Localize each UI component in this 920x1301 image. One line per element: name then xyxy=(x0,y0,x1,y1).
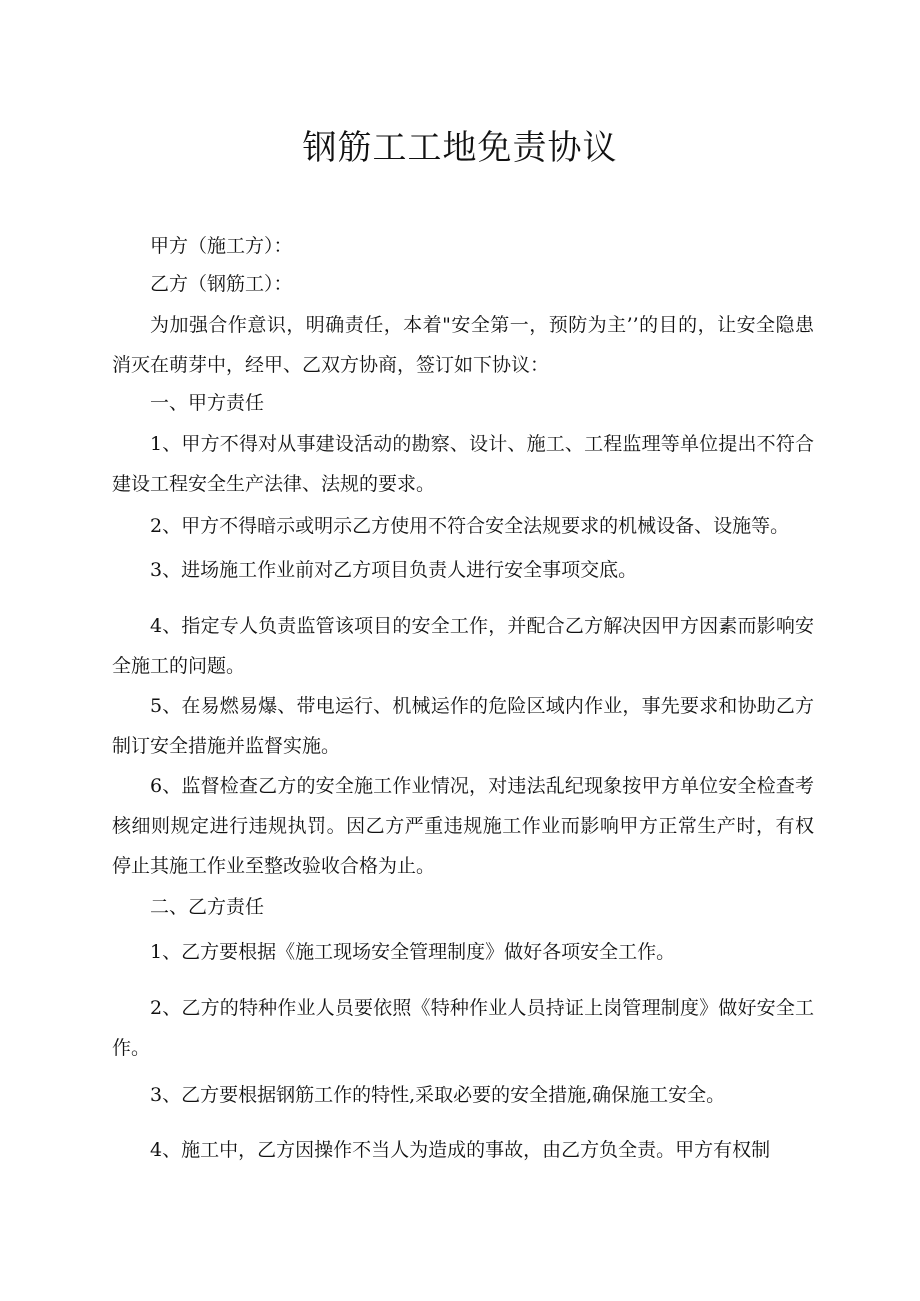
section-2-item-1: 1、乙方要根据《施工现场安全管理制度》做好各项安全工作。 xyxy=(150,941,676,963)
document-title: 钢筋工工地免责协议 xyxy=(302,128,618,168)
section-2-item-3: 3、乙方要根据钢筋工作的特性,采取必要的安全措施,确保施工安全。 xyxy=(150,1084,726,1106)
party-b-line: 乙方（钢筋工）： xyxy=(150,273,293,295)
section-1-item-4: 4、指定专人负责监管该项目的安全工作，并配合乙方解决因甲方因素而影响安全施工的问题。 xyxy=(112,615,814,677)
section-2-item-4: 4、施工中，乙方因操作不当人为造成的事故，由乙方负全责。甲方有权制 xyxy=(150,1139,771,1161)
section-1-item-6: 6、监督检查乙方的安全施工作业情况，对违法乱纪现象按甲方单位安全检查考核细则规定进行违规执罚。因乙方严重违规施工作业而影响甲方正常生产时，有权停止其施工作业至整改验收合格为止。 xyxy=(112,775,814,877)
section-1-item-3: 3、进场施工作业前对乙方项目负责人进行安全事项交底。 xyxy=(150,559,638,581)
section-1-item-5: 5、在易燃易爆、带电运行、机械运作的危险区域内作业，事先要求和协助乙方制订安全措施并监督实施。 xyxy=(112,695,814,757)
section-1-item-1: 1、甲方不得对从事建设活动的勘察、设计、施工、工程监理等单位提出不符合建设工程安全生产法律、法规的要求。 xyxy=(112,433,814,495)
intro-paragraph: 为加强合作意识，明确责任，本着"安全第一，预防为主’’的目的，让安全隐患消灭在萌芽中，经甲、乙双方协商，签订如下协议： xyxy=(112,314,814,376)
section-2-item-2: 2、乙方的特种作业人员要依照《特种作业人员持证上岗管理制度》做好安全工作。 xyxy=(112,997,814,1059)
party-a-line: 甲方（施工方）： xyxy=(150,235,293,257)
section-1-item-2: 2、甲方不得暗示或明示乙方使用不符合安全法规要求的机械设备、设施等。 xyxy=(150,515,790,537)
section-2-heading: 二、乙方责任 xyxy=(150,896,265,918)
section-1-heading: 一、甲方责任 xyxy=(150,392,265,414)
